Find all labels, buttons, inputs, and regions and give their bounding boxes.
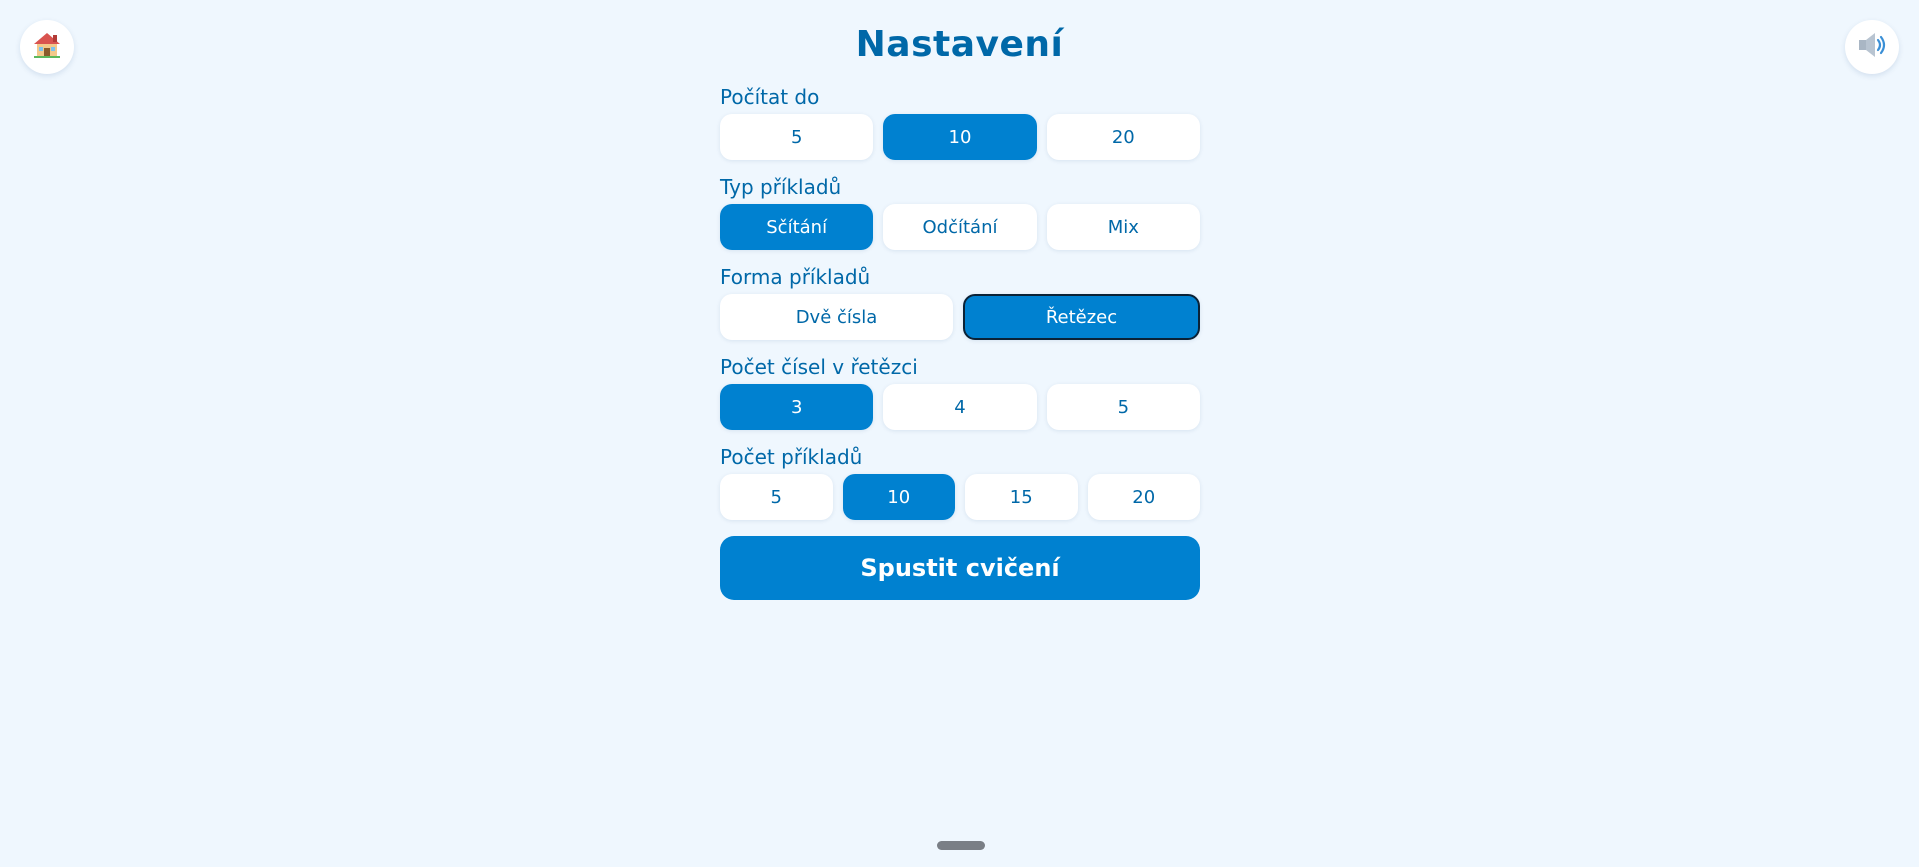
option-two-numbers[interactable]: Dvě čísla [720, 294, 953, 340]
option-subtraction[interactable]: Odčítání [883, 204, 1036, 250]
section-example-type [720, 174, 1200, 250]
option-example-count-5[interactable]: 5 [720, 474, 833, 520]
section-label-example-form: Forma příkladů [720, 265, 871, 289]
chain-length-options [720, 384, 1200, 430]
start-exercise-button[interactable]: Spustit cvičení [720, 536, 1200, 600]
example-type-options [720, 204, 1200, 250]
section-label-count-to: Počítat do [720, 85, 820, 109]
option-addition[interactable]: Sčítání [720, 204, 873, 250]
section-label-example-count: Počet příkladů [720, 445, 863, 469]
option-count-to-5[interactable]: 5 [720, 114, 873, 160]
section-chain-length [720, 354, 1200, 430]
count-to-options [720, 114, 1200, 160]
example-form-options [720, 294, 1200, 340]
section-example-count [720, 444, 1200, 520]
option-example-count-10[interactable]: 10 [843, 474, 956, 520]
example-count-options [720, 474, 1200, 520]
option-count-to-20[interactable]: 20 [1047, 114, 1200, 160]
option-count-to-10[interactable]: 10 [883, 114, 1036, 160]
page-title: Nastavení [855, 24, 1064, 65]
option-mix[interactable]: Mix [1047, 204, 1200, 250]
section-label-example-type: Typ příkladů [720, 175, 842, 199]
option-chain-length-5[interactable]: 5 [1047, 384, 1200, 430]
option-chain-length-3[interactable]: 3 [720, 384, 873, 430]
option-chain[interactable]: Řetězec [963, 294, 1200, 340]
section-example-form [720, 264, 1200, 340]
option-chain-length-4[interactable]: 4 [883, 384, 1036, 430]
home-indicator-bar[interactable] [937, 841, 985, 850]
section-count-to [720, 84, 1200, 160]
option-example-count-20[interactable]: 20 [1088, 474, 1201, 520]
section-label-chain-length: Počet čísel v řetězci [720, 355, 918, 379]
settings-panel [720, 84, 1200, 600]
option-example-count-15[interactable]: 15 [965, 474, 1078, 520]
